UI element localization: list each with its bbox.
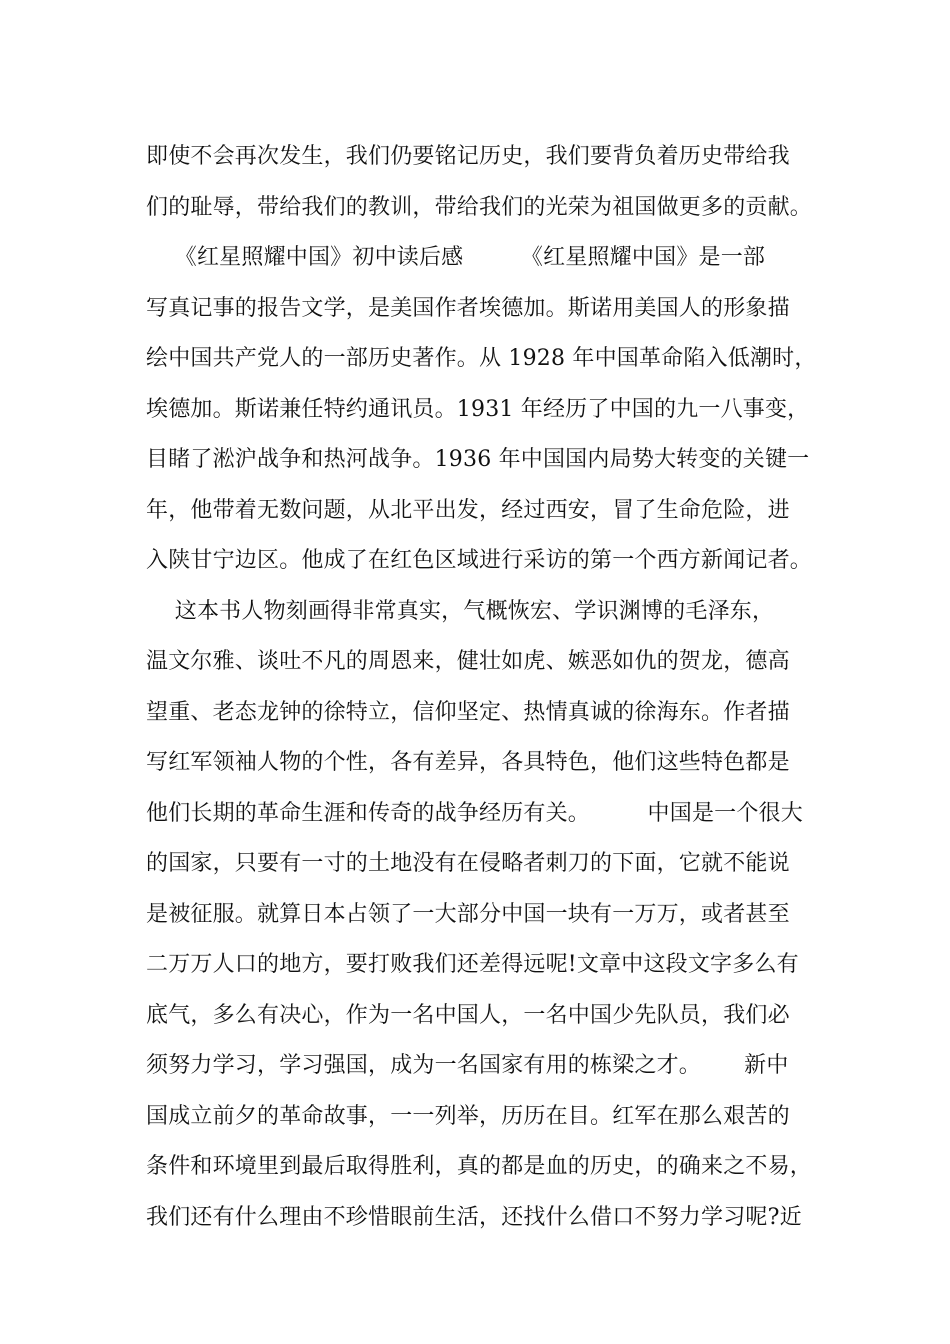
text-line: 是被征服。就算日本占领了一大部分中国一块有一万万，或者甚至 [146, 901, 790, 927]
body-text [146, 132, 846, 1243]
text-line: 写真记事的报告文学，是美国作者埃德加。斯诺用美国人的形象描 [146, 295, 790, 321]
text-line: 这本书人物刻画得非常真实，气概恢宏、学识渊博的毛泽东， [146, 598, 775, 624]
text-line: 望重、老态龙钟的徐特立，信仰坚定、热情真诚的徐海东。作者描 [146, 699, 790, 725]
text-line: 的国家，只要有一寸的土地没有在侵略者刺刀的下面，它就不能说 [146, 851, 790, 876]
text-line: 写红军领袖人物的个性，各有差异，各具特色，他们这些特色都是 [146, 750, 790, 775]
text-line: 他们长期的革命生涯和传奇的战争经历有关。 中国是一个很大 [146, 800, 803, 826]
text-line: 入陕甘宁边区。他成了在红色区域进行采访的第一个西方新闻记者。 [146, 548, 813, 573]
text-line: 即使不会再次发生，我们仍要铭记历史，我们要背负着历史带给我 [146, 144, 790, 169]
text-line: 《红星照耀中国》初中读后感 《红星照耀中国》是一部 [146, 245, 766, 270]
text-line: 底气，多么有决心，作为一名中国人，一名中国少先队员，我们必 [146, 1002, 790, 1028]
text-line: 目睹了淞沪战争和热河战争。1936 年中国国内局势大转变的关键一 [146, 447, 810, 472]
text-line: 埃德加。斯诺兼任特约通讯员。1931 年经历了中国的九一八事变， [146, 396, 810, 422]
text-line: 温文尔雅、谈吐不凡的周恩来，健壮如虎、嫉恶如仇的贺龙，德高 [146, 649, 790, 674]
text-line: 年，他带着无数问题，从北平出发，经过西安，冒了生命危险，进 [146, 497, 790, 523]
text-line: 二万万人口的地方，要打败我们还差得远呢!文章中这段文字多么有 [146, 952, 799, 977]
text-line: 们的耻辱，带给我们的教训，带给我们的光荣为祖国做更多的贡献。 [146, 194, 813, 220]
text-line: 绘中国共产党人的一部历史著作。从 1928 年中国革命陷入低潮时， [146, 346, 817, 371]
text-line: 条件和环境里到最后取得胜利，真的都是血的历史，的确来之不易， [146, 1154, 813, 1179]
text-line: 须努力学习，学习强国，成为一名国家有用的栋梁之才。 新中 [146, 1053, 789, 1078]
text-line: 我们还有什么理由不珍惜眼前生活，还找什么借口不努力学习呢?近 [146, 1204, 802, 1230]
text-line: 国成立前夕的革命故事，一一列举，历历在目。红军在那么艰苦的 [146, 1103, 790, 1129]
